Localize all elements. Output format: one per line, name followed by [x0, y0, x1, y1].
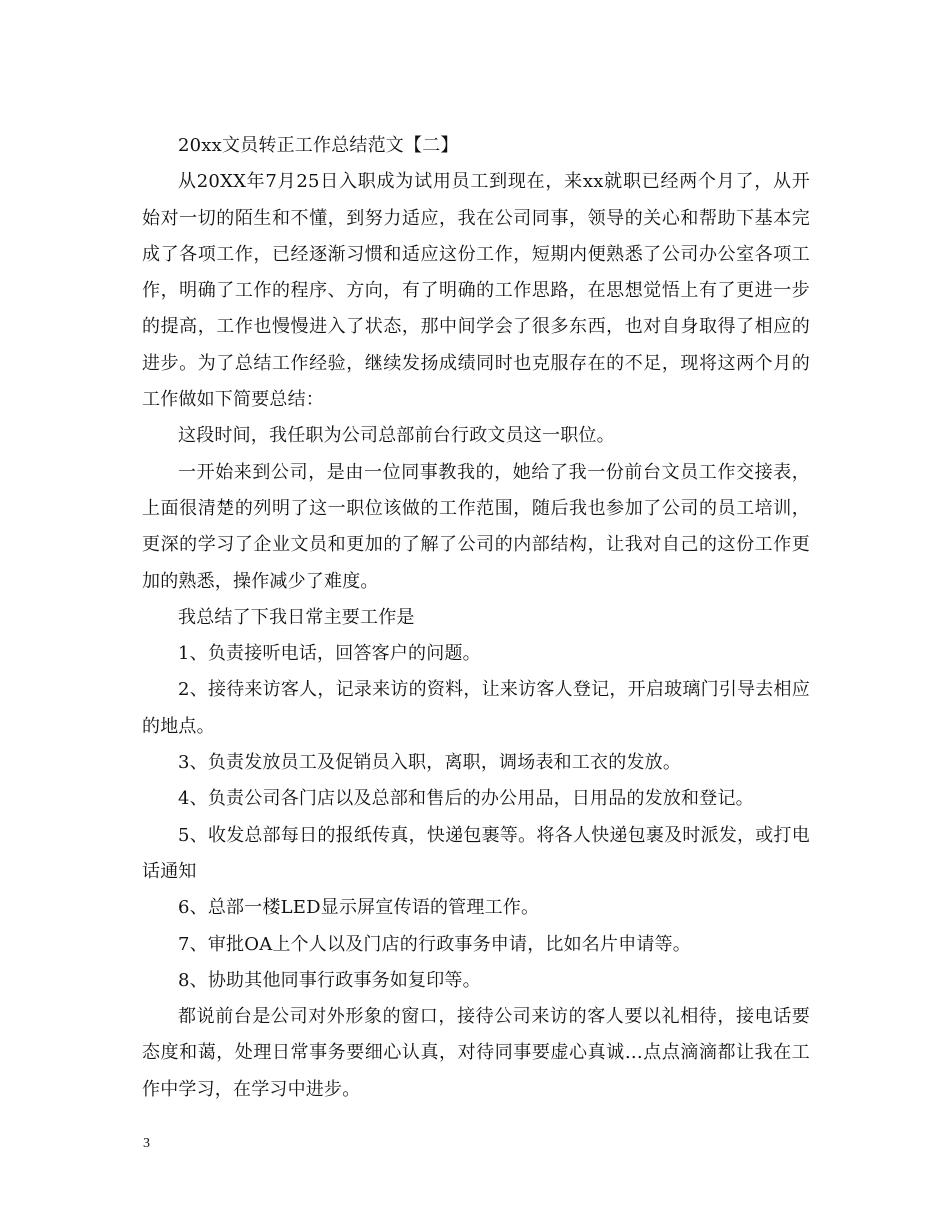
duty-item-2: 2、接待来访客人，记录来访的资料，让来访客人登记，开启玻璃门引导去相应的地点。	[142, 679, 810, 737]
duty-item-3: 3、负责发放员工及促销员入职，离职，调场表和工衣的发放。	[178, 752, 682, 774]
duty-item-8: 8、协助其他同事行政事务如复印等。	[178, 969, 481, 991]
paragraph-training: 一开始来到公司，是由一位同事教我的，她给了我一份前台文员工作交接表，上面很清楚的列明了这一职位该做的工作范围，随后我也参加了公司的员工培训，更深的学习了企业文员和更加的了解了公司的内部结构，让我对自己的这份工作更加的熟悉，操作减少了难度。	[142, 461, 810, 592]
page-body	[142, 128, 810, 1108]
document-title: 20xx文员转正工作总结范文【二】	[178, 135, 459, 156]
paragraph-intro: 从20XX年7月25日入职成为试用员工到现在，来xx就职已经两个月了，从开始对一切的陌生和不懂，到努力适应，我在公司同事，领导的关心和帮助下基本完成了各项工作，已经逐渐习惯和适应这份工作，短期内便熟悉了公司办公室各项工作，明确了工作的程序、方向，有了明确的工作思路，在思想觉悟上有了更进一步的提高，工作也慢慢进入了状态，那中间学会了很多东西，也对自身取得了相应的进步。为了总结工作经验，继续发扬成绩同时也克服存在的不足，现将这两个月的工作做如下简要总结：	[142, 171, 810, 411]
paragraph-position: 这段时间，我任职为公司总部前台行政文员这一职位。	[178, 425, 615, 447]
paragraph-conclusion: 都说前台是公司对外形象的窗口，接待公司来访的客人要以礼相待，接电话要态度和蔼，处理日常事务要细心认真，对待同事要虚心真诚…点点滴滴都让我在工作中学习，在学习中进步。	[142, 1006, 810, 1100]
page-number: 3	[143, 1136, 150, 1151]
paragraph-duties-heading: 我总结了下我日常主要工作是	[178, 606, 415, 628]
duty-item-1: 1、负责接听电话，回答客户的问题。	[178, 643, 481, 665]
duty-item-6: 6、总部一楼LED显示屏宣传语的管理工作。	[178, 897, 540, 919]
duty-item-7: 7、审批OA上个人以及门店的行政事务申请，比如名片申请等。	[178, 933, 692, 955]
duty-item-4: 4、负责公司各门店以及总部和售后的办公用品，日用品的发放和登记。	[178, 788, 754, 810]
duty-item-5: 5、收发总部每日的报纸传真，快递包裹等。将各人快递包裹及时派发，或打电话通知	[142, 824, 810, 882]
